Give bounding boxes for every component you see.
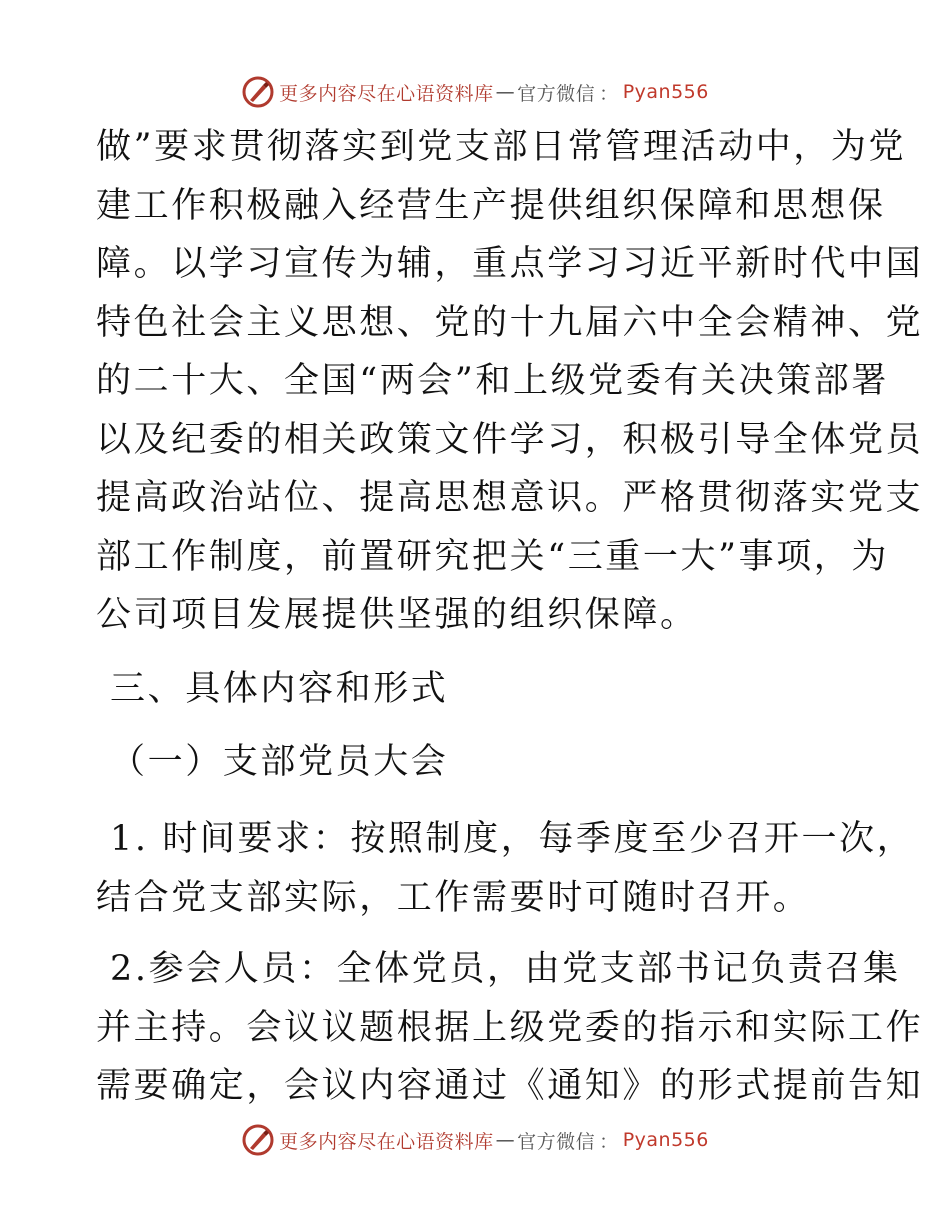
list-item-line: 并主持。会议议题根据上级党委的指示和实际工作 <box>96 1007 924 1048</box>
list-item-line: 1. 时间要求：按照制度，每季度至少召开一次， <box>110 819 915 859</box>
paragraph-line: 的二十大、全国“两会”和上级党委有关决策部署 <box>96 361 889 401</box>
watermark-official-label: 官方微信 <box>517 82 596 105</box>
watermark-text: 更多内容尽在心语资料库 <box>279 1130 494 1153</box>
footer-watermark <box>0 1120 950 1160</box>
list-item-line: 需要确定，会议内容通过《通知》的形式提前告知 <box>96 1066 924 1106</box>
list-item-line: 2.参会人员：全体党员，由党支部书记负责召集 <box>110 949 901 989</box>
watermark-wechat-id: Pyan556 <box>622 1129 709 1151</box>
list-item-time-requirement <box>96 810 915 927</box>
paragraph-line: 做”要求贯彻落实到党支部日常管理活动中，为党 <box>96 127 907 167</box>
paragraph-line: 提高政治站位、提高思想意识。严格贯彻落实党支 <box>96 478 924 518</box>
pen-circle-icon <box>241 75 275 109</box>
header-watermark <box>0 72 950 112</box>
paragraph-continuation <box>96 118 924 645</box>
list-item-attendees <box>96 940 924 1116</box>
paragraph-line: 公司项目发展提供坚强的组织保障。 <box>96 595 698 635</box>
subsection-heading: （一）支部党员大会 <box>110 742 449 782</box>
watermark-official-label: 官方微信 <box>517 1130 596 1153</box>
watermark-colon: ： <box>599 82 619 105</box>
watermark-text: 更多内容尽在心语资料库 <box>279 82 494 105</box>
paragraph-line: 以及纪委的相关政策文件学习，积极引导全体党员 <box>96 419 924 460</box>
watermark-colon: ： <box>599 1130 619 1153</box>
watermark-separator: — <box>495 1129 516 1151</box>
list-item-line: 结合党支部实际，工作需要时可随时召开。 <box>96 877 811 918</box>
paragraph-line: 部工作制度，前置研究把关“三重一大”事项，为 <box>96 536 889 577</box>
watermark-separator: — <box>495 81 516 103</box>
watermark-wechat-id: Pyan556 <box>622 81 709 103</box>
paragraph-line: 特色社会主义思想、党的十九届六中全会精神、党 <box>96 302 924 343</box>
paragraph-line: 障。以学习宣传为辅，重点学习习近平新时代中国 <box>96 244 924 284</box>
pen-circle-icon <box>241 1123 275 1157</box>
paragraph-line: 建工作积极融入经营生产提供组织保障和思想保 <box>96 185 886 226</box>
section-heading: 三、具体内容和形式 <box>110 669 449 709</box>
